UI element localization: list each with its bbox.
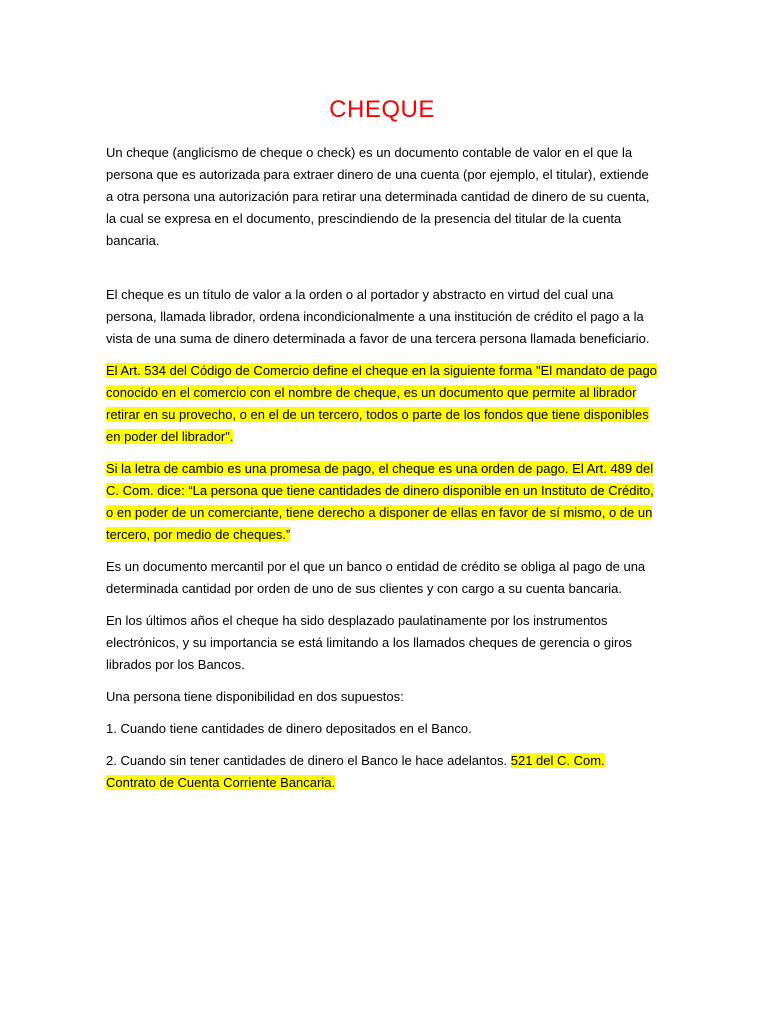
document-title: CHEQUE: [329, 96, 435, 123]
highlighted-text: 521 del C. Com. Contrato de Cuenta Corriente Bancaria.: [106, 753, 605, 790]
list-item-supuesto-1: 1. Cuando tiene cantidades de dinero depositados en el Banco.: [106, 721, 472, 736]
document-page: [106, 92, 658, 804]
paragraph-art-534: [106, 360, 658, 448]
highlighted-text: El Art. 534 del Código de Comercio define el cheque en la siguiente forma "El mandato de pago conocido en el comercio con el nombre de cheque, es un documento que permite al librador retirar en su provecho, o en el de un tercero, todos o parte de los fondos que tiene disponibles en poder del librador".: [106, 363, 657, 444]
paragraph-supuestos: Una persona tiene disponibilidad en dos supuestos:: [106, 689, 404, 704]
supuesto-2-text: 2. Cuando sin tener cantidades de dinero el Banco le hace adelantos.: [106, 753, 511, 768]
list-item-supuesto-2: [106, 750, 658, 794]
paragraph-ultimos-anos: En los últimos años el cheque ha sido desplazado paulatinamente por los instrumentos electrónicos, y su importancia se está limitando a los llamados cheques de gerencia o giros librados por los Bancos.: [106, 613, 633, 672]
highlighted-text: Si la letra de cambio es una promesa de pago, el cheque es una orden de pago. El Art. 489 del C. Com. dice: “La persona que tiene cantidades de dinero disponible en un Instituto de Crédito, o en poder de un comerciante, tiene derecho a disponer de ellas en favor de sí mismo, o de un tercero, por medio de cheques.”: [106, 461, 654, 542]
paragraph-titulo-valor: El cheque es un título de valor a la orden o al portador y abstracto en virtud del cual una persona, llamada librador, ordena incondicionalmente a una institución de crédito el pago a la vista de una suma de dinero determinada a favor de una tercera persona llamada beneficiario.: [106, 287, 650, 346]
paragraph-definition: Un cheque (anglicismo de cheque o check) es un documento contable de valor en el que la persona que es autorizada para extraer dinero de una cuenta (por ejemplo, el titular), extiende a otra persona una autorización para retirar una determinada cantidad de dinero de su cuenta, la cual se expresa en el documento, prescindiendo de la presencia del titular de la cuenta bancaria.: [106, 145, 650, 248]
paragraph-art-489: [106, 458, 658, 546]
paragraph-documento-mercantil: Es un documento mercantil por el que un banco o entidad de crédito se obliga al pago de una determinada cantidad por orden de uno de sus clientes y con cargo a su cuenta bancaria.: [106, 559, 646, 596]
